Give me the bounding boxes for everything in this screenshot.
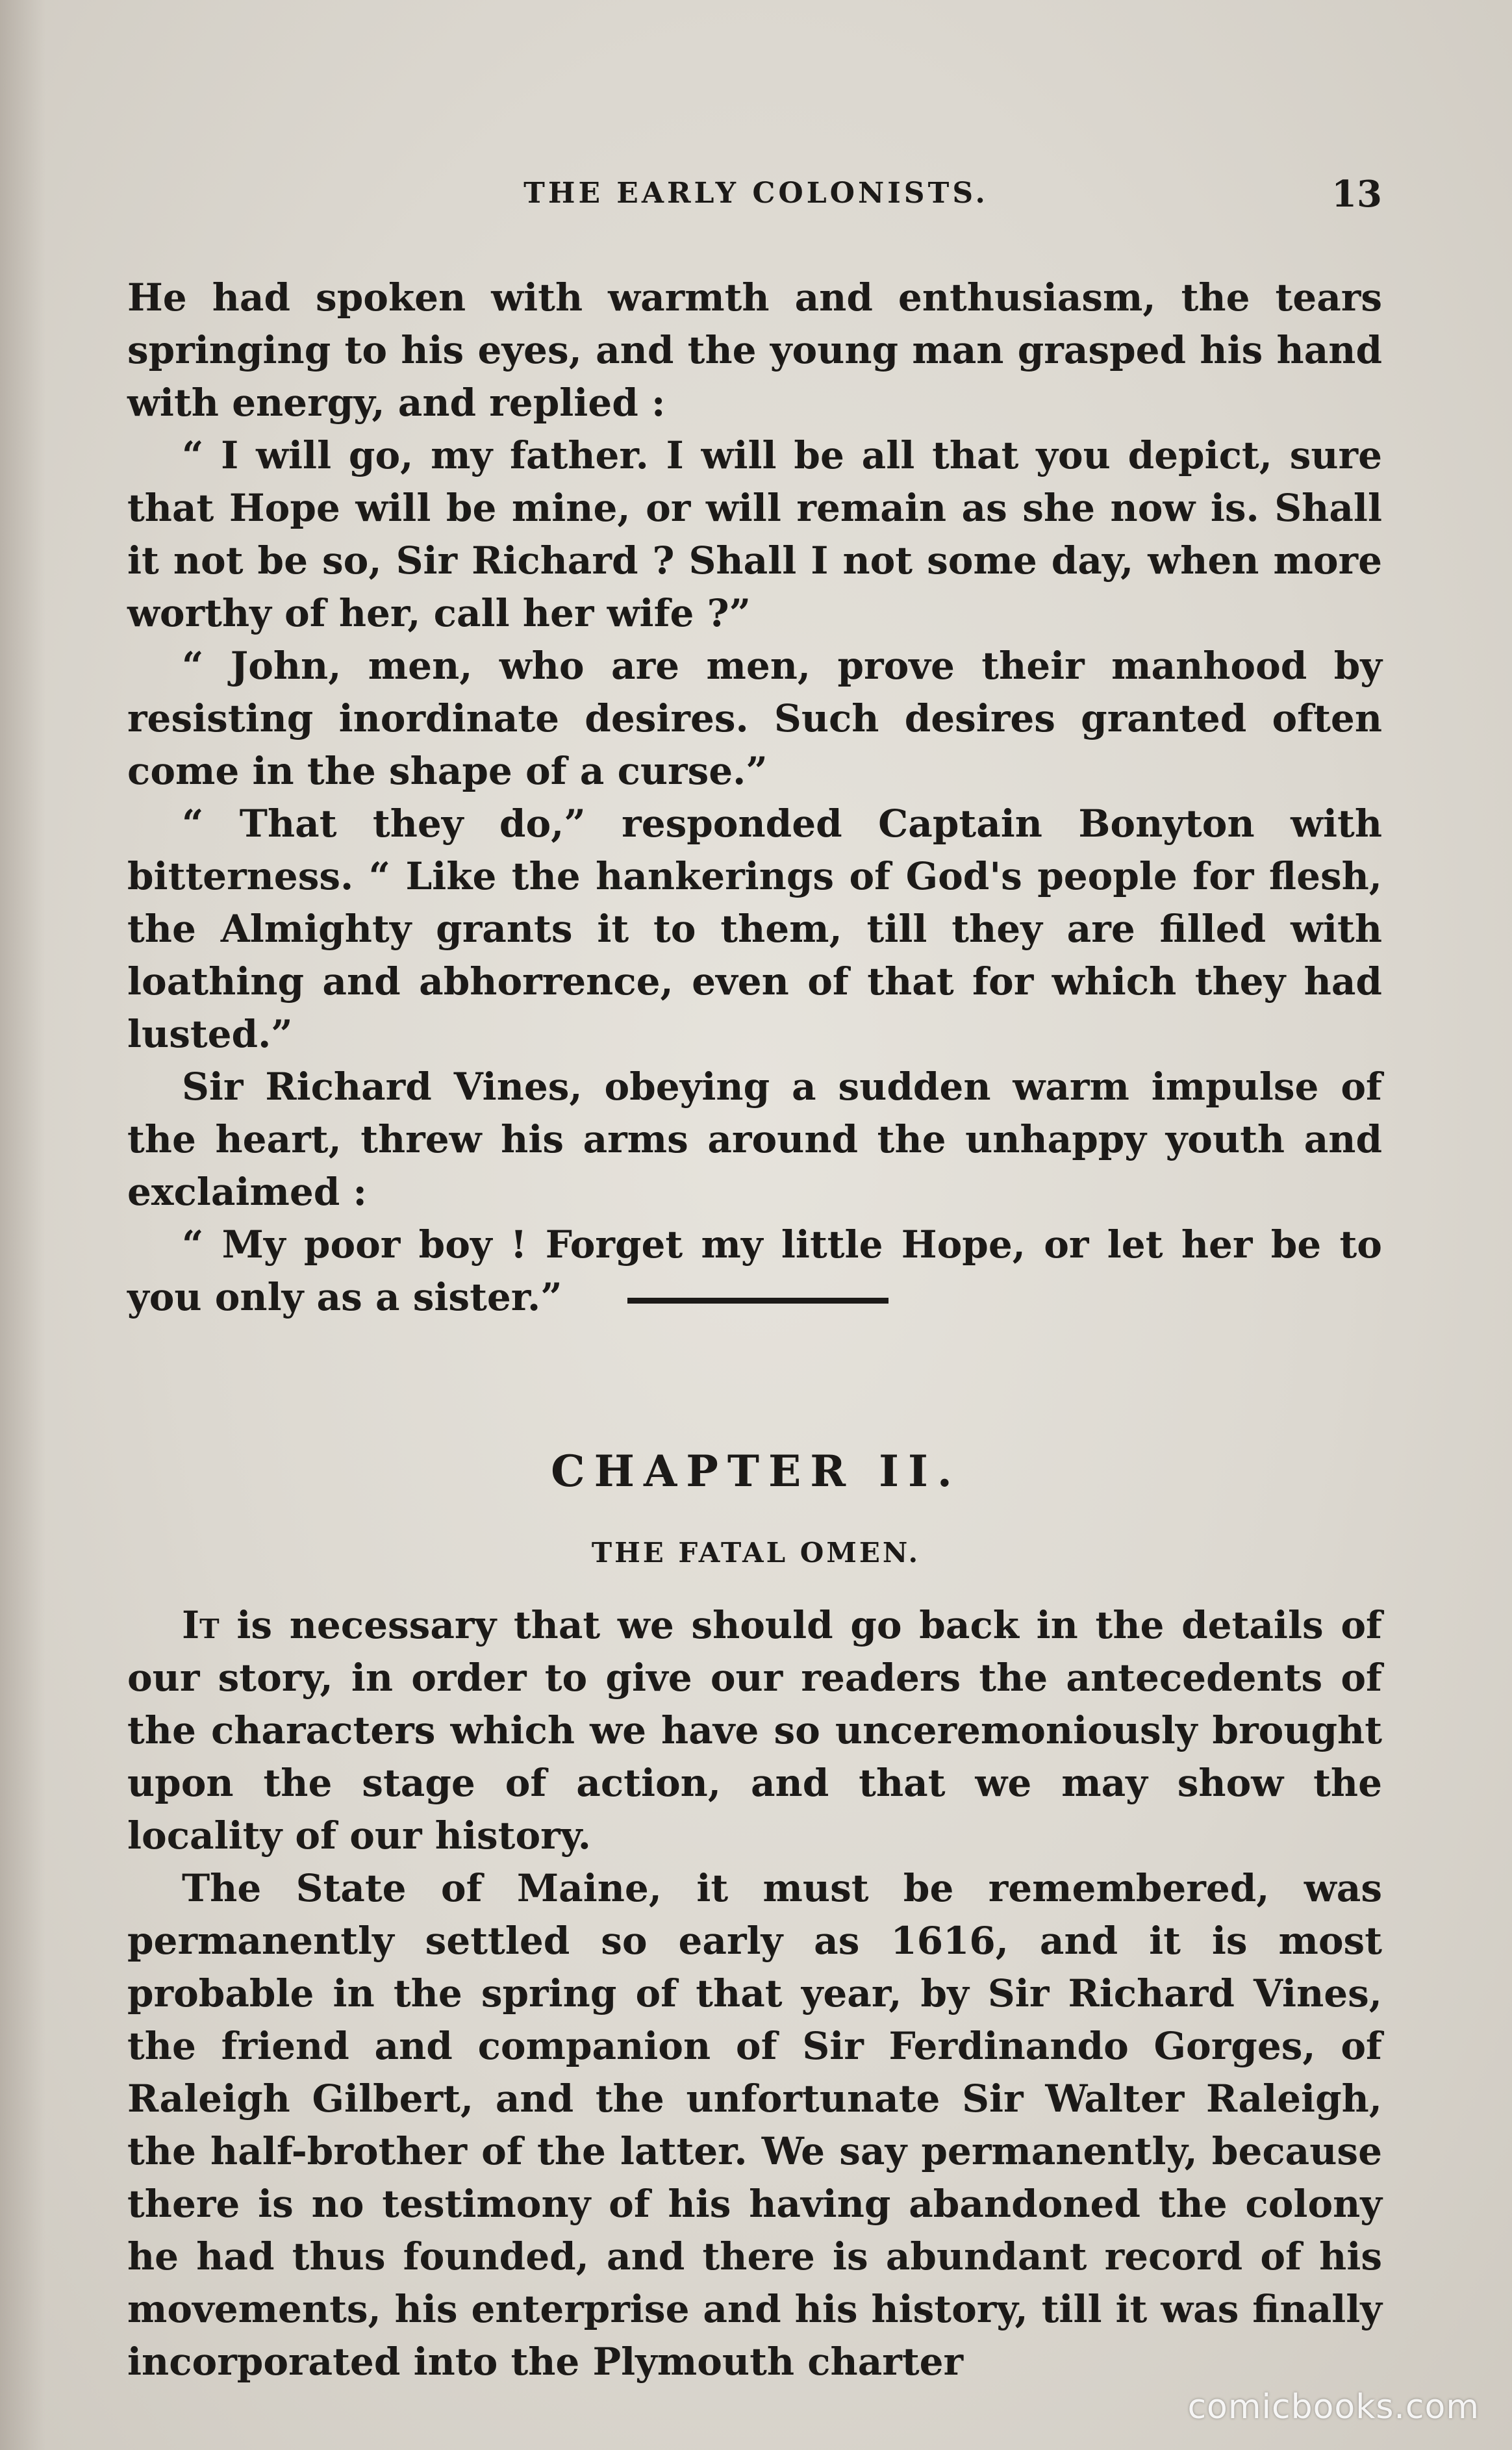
spine-shadow bbox=[0, 0, 45, 2450]
paragraph: “ I will go, my father. I will be all that you depict, sure that Hope will be mine, or will remain as she now is. Shall it not be so, Sir Richard ? Shall I not some day, when more worthy of her, call her wife ?” bbox=[127, 433, 1382, 635]
chapter-one-ending bbox=[127, 272, 1382, 1324]
paragraph: “ John, men, who are men, prove their manhood by resisting inordinate desires. Such desires granted often come in the shape of a curse.” bbox=[127, 644, 1382, 793]
paragraph: “ That they do,” responded Captain Bonyton with bitterness. “ Like the hankerings of God's people for flesh, the Almighty grants it to them, till they are filled with loathing and abhorrence, even of that for which they had lusted.” bbox=[127, 802, 1382, 1056]
chapter-two-text bbox=[127, 1599, 1382, 2388]
paragraph bbox=[127, 1599, 1382, 1862]
paragraph: Sir Richard Vines, obeying a sudden warm impulse of the heart, threw his arms around the unhappy youth and exclaimed : bbox=[127, 1065, 1382, 1214]
watermark: comicbooks.com bbox=[1187, 2388, 1480, 2427]
running-title: THE EARLY COLONISTS. bbox=[523, 177, 989, 210]
page-header bbox=[130, 173, 1382, 222]
paragraph: “ My poor boy ! Forget my little Hope, or let her be to you only as a sister.” bbox=[127, 1222, 1382, 1319]
chapter-title: CHAPTER II. bbox=[551, 1446, 961, 1497]
page-number: 13 bbox=[1331, 173, 1382, 216]
section-divider-rule bbox=[627, 1298, 888, 1304]
chapter-subtitle: THE FATAL OMEN. bbox=[591, 1537, 921, 1569]
paragraph-text: is necessary that we should go back in the details of our story, in order to give our readers the antecedents of the characters which we have so unceremoniously brought upon the stage of action, and that we may show the locality of our history. bbox=[127, 1603, 1382, 1858]
opening-word: It bbox=[182, 1603, 220, 1647]
paragraph: He had spoken with warmth and enthusiasm, the tears springing to his eyes, and the young man grasped his hand with energy, and replied : bbox=[127, 275, 1382, 425]
paragraph: The State of Maine, it must be remembered, was permanently settled so early as 1616, and it is most probable in the spring of that year, by Sir Richard Vines, the friend and companion of Sir Ferdinando Gorges, of Raleigh Gilbert, and the unfortunate Sir Walter Raleigh, the half-brother of the latter. We say permanently, because there is no testimony of his having abandoned the colony he had thus founded, and there is abundant record of his movements, his enterprise and his history, till it was finally incorporated into the Plymouth charter bbox=[127, 1866, 1382, 2384]
